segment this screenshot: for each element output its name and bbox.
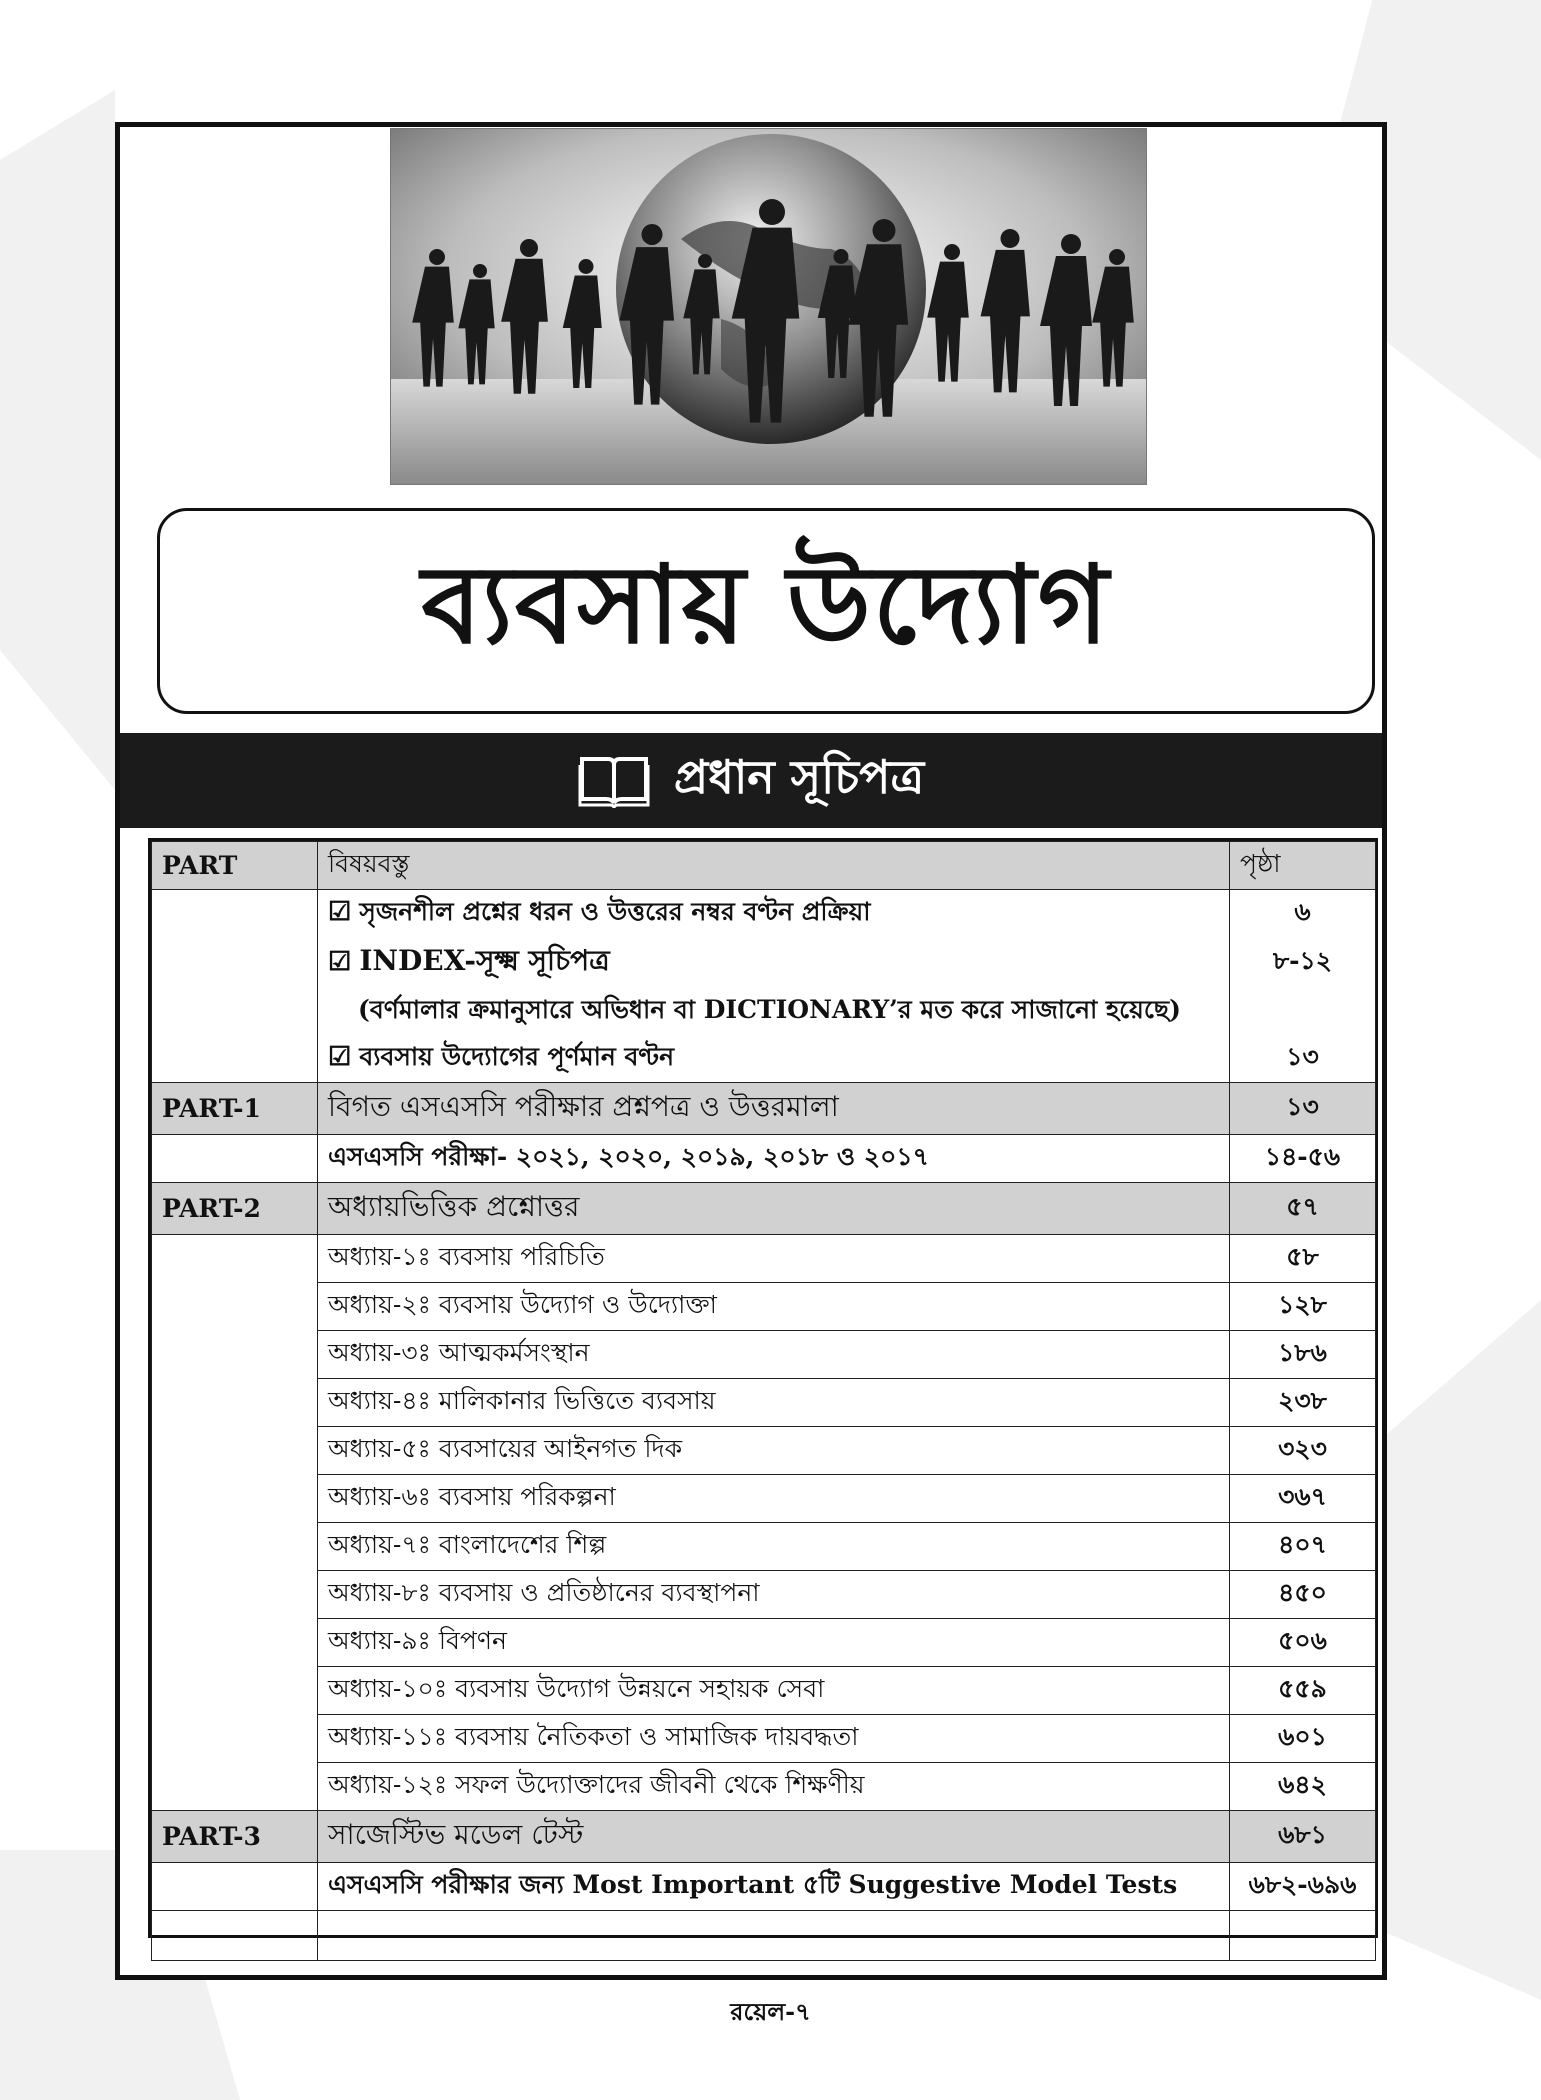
toc-row — [152, 1763, 1376, 1811]
empty-cell — [152, 1911, 318, 1961]
checkbox-icon: ☑ — [328, 897, 352, 927]
toc-entry-page — [1230, 988, 1376, 1035]
chapter-page: ২৩৮ — [1230, 1379, 1376, 1427]
chapter-entry: অধ্যায়-২ঃ ব্যবসায় উদ্যোগ ও উদ্যোক্তা — [318, 1283, 1230, 1331]
toc-row — [152, 937, 1376, 988]
chapter-entry: অধ্যায়-৬ঃ ব্যবসায় পরিকল্পনা — [318, 1475, 1230, 1523]
chapter-entry: অধ্যায়-১১ঃ ব্যবসায় নৈতিকতা ও সামাজিক দায়বদ্ধতা — [318, 1715, 1230, 1763]
chapter-page: ৫৮ — [1230, 1235, 1376, 1283]
toc-entry-note: (বর্ণমালার ক্রমানুসারে অভিধান বা DICTIONARY’র মত করে সাজানো হয়েছে) — [318, 988, 1230, 1035]
toc-header-row — [152, 842, 1376, 890]
chapter-page: ৪৫০ — [1230, 1571, 1376, 1619]
open-book-icon — [578, 753, 650, 809]
toc-entry — [318, 937, 1230, 988]
empty-cell — [1230, 1911, 1376, 1961]
chapter-page: ৩৬৭ — [1230, 1475, 1376, 1523]
toc-row — [152, 1715, 1376, 1763]
chapter-page: ৬০১ — [1230, 1715, 1376, 1763]
chapter-entry: অধ্যায়-৪ঃ মালিকানার ভিত্তিতে ব্যবসায় — [318, 1379, 1230, 1427]
book-title: ব্যবসায় উদ্যোগ — [421, 541, 1111, 668]
toc-row — [152, 1135, 1376, 1183]
part-empty-cell — [152, 890, 318, 1083]
toc-row — [152, 1863, 1376, 1911]
chapter-page: ১৮৬ — [1230, 1331, 1376, 1379]
chapter-entry: অধ্যায়-১০ঃ ব্যবসায় উদ্যোগ উন্নয়নে সহায়ক সেবা — [318, 1667, 1230, 1715]
chapter-page: ৫৫৯ — [1230, 1667, 1376, 1715]
chapter-entry: অধ্যায়-৩ঃ আত্মকর্মসংস্থান — [318, 1331, 1230, 1379]
background-shape — [0, 90, 115, 790]
book-title-box — [157, 508, 1375, 714]
toc-entry-label: ব্যবসায় উদ্যোগের পূর্ণমান বণ্টন — [359, 1042, 675, 1071]
part-label: PART-1 — [152, 1083, 318, 1135]
toc-part-row — [152, 1083, 1376, 1135]
toc-part-row — [152, 1183, 1376, 1235]
toc-row — [152, 1571, 1376, 1619]
toc-row — [152, 1235, 1376, 1283]
toc-row — [152, 1331, 1376, 1379]
header-subject: বিষয়বস্তু — [318, 842, 1230, 890]
part-label: PART-2 — [152, 1183, 318, 1235]
part-empty-cell — [152, 1135, 318, 1183]
chapter-page: ৩২৩ — [1230, 1427, 1376, 1475]
toc-row — [152, 890, 1376, 938]
toc-entry-label: INDEX-সূক্ষ্ম সূচিপত্র — [359, 944, 610, 977]
part-label: PART-3 — [152, 1811, 318, 1863]
checkbox-icon: ☑ — [328, 1042, 352, 1072]
chapter-entry: অধ্যায়-৫ঃ ব্যবসায়ের আইনগত দিক — [318, 1427, 1230, 1475]
toc-table — [151, 841, 1376, 1961]
chapter-entry: অধ্যায়-১২ঃ সফল উদ্যোক্তাদের জীবনী থেকে শিক্ষণীয় — [318, 1763, 1230, 1811]
toc-entry — [318, 890, 1230, 938]
checkbox-icon: ☑ — [328, 947, 352, 977]
part-page: ১৩ — [1230, 1083, 1376, 1135]
toc-empty-row — [152, 1911, 1376, 1961]
part-title: বিগত এসএসসি পরীক্ষার প্রশ্নপত্র ও উত্তরমালা — [318, 1083, 1230, 1135]
toc-entry-label: সৃজনশীল প্রশ্নের ধরন ও উত্তরের নম্বর বণ্টন প্রক্রিয়া — [359, 897, 871, 926]
chapter-page: ৫০৬ — [1230, 1619, 1376, 1667]
part-title: অধ্যায়ভিত্তিক প্রশ্নোত্তর — [318, 1183, 1230, 1235]
chapter-page: ৪০৭ — [1230, 1523, 1376, 1571]
toc-entry-page: ৬ — [1230, 890, 1376, 938]
part-page: ৬৮১ — [1230, 1811, 1376, 1863]
page-footer: রয়েল-৭ — [730, 1997, 811, 2026]
toc-entry-page: ১৪-৫৬ — [1230, 1135, 1376, 1183]
chapter-entry: অধ্যায়-৯ঃ বিপণন — [318, 1619, 1230, 1667]
chapter-entry: অধ্যায়-৭ঃ বাংলাদেশের শিল্প — [318, 1523, 1230, 1571]
toc-row — [152, 1427, 1376, 1475]
part-title: সাজেস্টিভ মডেল টেস্ট — [318, 1811, 1230, 1863]
contents-banner — [120, 733, 1382, 828]
toc-row — [152, 1475, 1376, 1523]
header-part: PART — [152, 842, 318, 890]
part-empty-cell — [152, 1863, 318, 1911]
toc-entry: এসএসসি পরীক্ষা- ২০২১, ২০২০, ২০১৯, ২০১৮ ও ২০১৭ — [318, 1135, 1230, 1183]
chapter-entry: অধ্যায়-১ঃ ব্যবসায় পরিচিতি — [318, 1235, 1230, 1283]
contents-heading: প্রধান সূচিপত্র — [673, 749, 925, 804]
toc-row — [152, 1379, 1376, 1427]
chapter-page: ১২৮ — [1230, 1283, 1376, 1331]
toc-row — [152, 1283, 1376, 1331]
chapter-page: ৬৪২ — [1230, 1763, 1376, 1811]
toc-entry — [318, 1035, 1230, 1083]
toc-row — [152, 988, 1376, 1035]
chapter-entry: অধ্যায়-৮ঃ ব্যবসায় ও প্রতিষ্ঠানের ব্যবস্থাপনা — [318, 1571, 1230, 1619]
toc-entry-page: ৮-১২ — [1230, 937, 1376, 988]
toc-row — [152, 1035, 1376, 1083]
empty-cell — [318, 1911, 1230, 1961]
toc-entry-page: ৬৮২-৬৯৬ — [1230, 1863, 1376, 1911]
part-page: ৫৭ — [1230, 1183, 1376, 1235]
toc-part-row — [152, 1811, 1376, 1863]
toc-entry: এসএসসি পরীক্ষার জন্য Most Important ৫টি Suggestive Model Tests — [318, 1863, 1230, 1911]
background-shape — [1380, 1300, 1541, 2000]
toc-row — [152, 1619, 1376, 1667]
toc-entry-page: ১৩ — [1230, 1035, 1376, 1083]
toc-row — [152, 1667, 1376, 1715]
cover-photo — [390, 128, 1147, 485]
table-of-contents — [148, 838, 1378, 1938]
toc-row — [152, 1523, 1376, 1571]
part-empty-cell — [152, 1235, 318, 1811]
header-page: পৃষ্ঠা — [1230, 842, 1376, 890]
